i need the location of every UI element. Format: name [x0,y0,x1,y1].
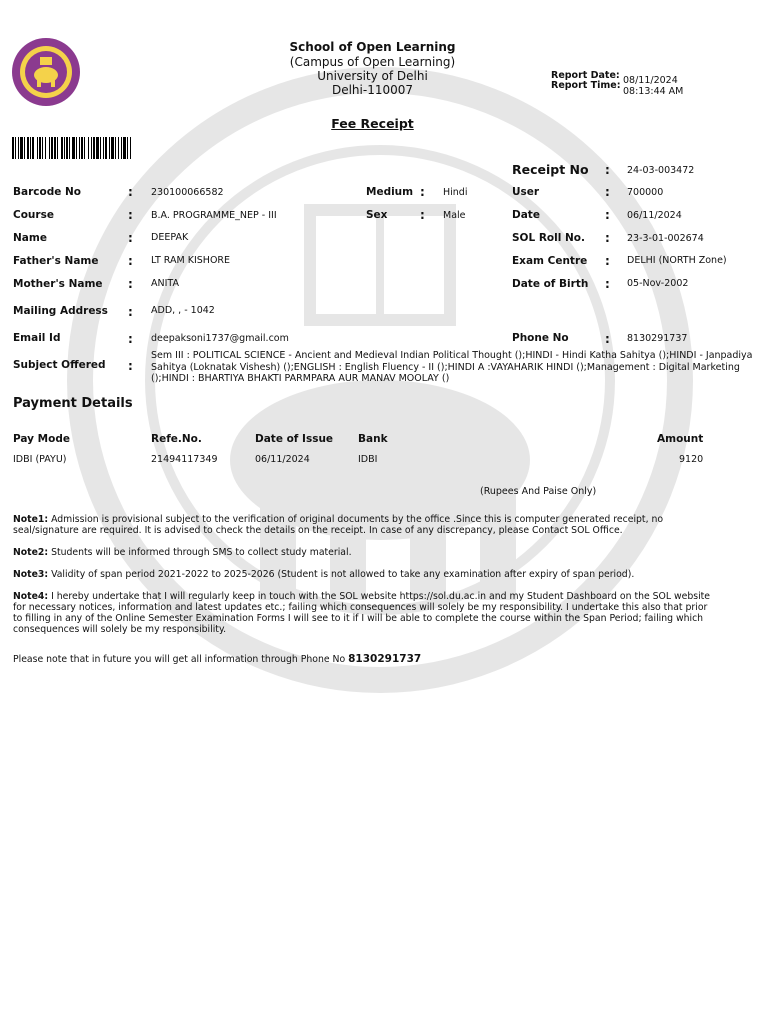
barcode-bar [39,137,41,159]
colon: : [420,185,425,199]
barcode-bar [79,137,80,159]
amount-header: Amount [657,433,704,445]
receipt-no-label: Receipt No [512,162,589,177]
exam-centre-value: DELHI (NORTH Zone) [627,255,727,266]
payment-details-title: Payment Details [13,396,133,411]
note-3-label: Note3: [13,569,49,580]
footer-phone: 8130291737 [348,653,422,665]
dob-label: Date of Birth [512,278,589,290]
sex-value: Male [443,210,466,221]
barcode-bar [76,137,77,159]
date-value: 06/11/2024 [627,210,682,221]
ref-no-header: Refe.No. [151,433,202,445]
colon: : [605,163,610,177]
barcode-bar [42,137,43,159]
phone-label: Phone No [512,332,569,344]
mother-name-label: Mother's Name [13,278,103,290]
colon: : [605,254,610,268]
colon: : [128,231,133,245]
pay-mode-value: IDBI (PAYU) [13,454,67,465]
barcode-bar [57,137,58,159]
name-value: DEEPAK [151,232,189,243]
barcode-bar [118,137,119,159]
barcode-bar [109,137,110,159]
barcode-bar [12,137,14,159]
colon: : [128,332,133,346]
note-2-label: Note2: [13,547,49,558]
footer-note-text: Please note that in future you will get all information through Phone No [13,654,349,665]
phone-value: 8130291737 [627,333,688,344]
colon: : [605,208,610,222]
barcode-bar [49,137,50,159]
subject-offered-value: Sem III : POLITICAL SCIENCE - Ancient and Medieval Indian Political Thought ();HINDI - Hindi Katha Sahitya ();HINDI - Janpadiya Sahitya (Loknatak Vishesh) ();ENGLISH : English Fluency - II ();HINDI A :VAYAHARIK HINDI ();Management : Digital Marketing ();HINDI : BHARTIYA BHAKTI PARMPARA AUR MANAV MOOLAY () [151,350,753,384]
barcode-no-label: Barcode No [13,186,81,198]
ref-no-value: 21494117349 [151,454,218,465]
colon: : [128,305,133,319]
colon: : [128,185,133,199]
barcode-bar [93,137,95,159]
pay-mode-header: Pay Mode [13,433,70,445]
note-3-text: Validity of span period 2021-2022 to 2025-2026 (Student is not allowed to take any examination after expiry of span period). [48,569,635,580]
note-1-label: Note1: [13,514,49,525]
note-2-text: Students will be informed through SMS to collect study material. [48,547,352,558]
barcode-bar [81,137,83,159]
colon: : [128,277,133,291]
mailing-address-label: Mailing Address [13,305,108,317]
barcode-bar [111,137,114,159]
barcode-bar [127,137,128,159]
footer-note [13,654,713,665]
barcode-bar [84,137,85,159]
barcode-bar [88,137,89,159]
barcode-bar [61,137,63,159]
note-4-text: I hereby undertake that I will regularly keep in touch with the SOL website https://sol.du.ac.in and my Student Dashboard on the SOL website for necessary notices, information and latest updates etc.; failing which consequences will solely be my responsibility. I undertake this also that prior to filling in any of the Online Semester Examination Forms I will see to it if I will be able to complete the course within the Span Period; failing which consequences will solely be my responsibility. [13,591,711,635]
barcode-bar [91,137,92,159]
report-date-value: 08/11/2024 [623,75,678,86]
campus-name: (Campus of Open Learning) [289,55,456,69]
mother-name-value: ANITA [151,278,179,289]
barcode-bar [64,137,65,159]
colon: : [605,332,610,346]
father-name-label: Father's Name [13,255,99,267]
barcode-bar [130,137,131,159]
barcode-bar [51,137,53,159]
note-4 [13,591,713,635]
barcode-bar [30,137,31,159]
receipt-no-value: 24-03-003472 [627,165,695,176]
school-name: School of Open Learning [289,40,456,54]
barcode-bar [105,137,107,159]
medium-value: Hindi [443,187,468,198]
barcode-bar [54,137,56,159]
date-of-issue-header: Date of Issue [255,433,334,445]
barcode-bar [96,137,99,159]
barcode-bar [123,137,126,159]
amount-value: 9120 [679,454,704,465]
date-label: Date [512,209,540,221]
medium-label: Medium [366,186,414,198]
barcode-bar [15,137,16,159]
barcode-bar [66,137,68,159]
user-value: 700000 [627,187,664,198]
name-label: Name [13,232,47,244]
barcode-bar [100,137,101,159]
barcode-bar [27,137,29,159]
subject-offered-label: Subject Offered [13,359,106,371]
barcode-bar [115,137,116,159]
sol-roll-value: 23-3-01-002674 [627,233,704,244]
barcode-bar [72,137,75,159]
bank-value: IDBI [358,454,378,465]
note-3 [13,569,713,580]
colon: : [128,208,133,222]
colon: : [605,185,610,199]
dob-value: 05-Nov-2002 [627,278,689,289]
colon: : [605,231,610,245]
sex-label: Sex [366,209,388,221]
barcode-image [12,137,208,159]
barcode-bar [32,137,34,159]
colon: : [605,277,610,291]
colon: : [128,359,133,373]
course-value: B.A. PROGRAMME_NEP - III [151,210,277,221]
barcode-bar [37,137,38,159]
barcode-bar [121,137,122,159]
fee-receipt-title: Fee Receipt [331,116,414,131]
bank-header: Bank [358,433,388,445]
note-1-text: Admission is provisional subject to the verification of original documents by the office .Since this is computer generated receipt, no seal/signature are required. It is advised to check the details on the receipt. In case of any discrepancy, please Contact SOL Office. [13,514,664,536]
amount-in-words: (Rupees And Paise Only) [480,486,597,497]
mailing-address-value: ADD, , - 1042 [151,305,215,316]
university-address: Delhi-110007 [331,83,414,97]
sol-roll-label: SOL Roll No. [512,232,585,244]
exam-centre-label: Exam Centre [512,255,588,267]
report-date-label: Report Date: [551,70,620,81]
barcode-bar [18,137,19,159]
colon: : [420,208,425,222]
barcode-bar [20,137,23,159]
father-name-value: LT RAM KISHORE [151,255,231,266]
university-name: University of Delhi [317,69,428,83]
report-time-label: Report Time: [551,80,621,91]
date-of-issue-value: 06/11/2024 [255,454,310,465]
note-1 [13,514,713,536]
barcode-no-value: 230100066582 [151,187,224,198]
course-label: Course [13,209,54,221]
university-logo [11,37,81,107]
barcode-bar [69,137,70,159]
email-value: deepaksoni1737@gmail.com [151,333,289,344]
barcode-bar [45,137,46,159]
colon: : [128,254,133,268]
barcode-bar [24,137,25,159]
barcode-bar [103,137,104,159]
note-2 [13,547,713,558]
note-4-label: Note4: [13,591,49,602]
user-label: User [512,186,540,198]
report-time-value: 08:13:44 AM [623,86,684,97]
email-label: Email Id [13,332,61,344]
